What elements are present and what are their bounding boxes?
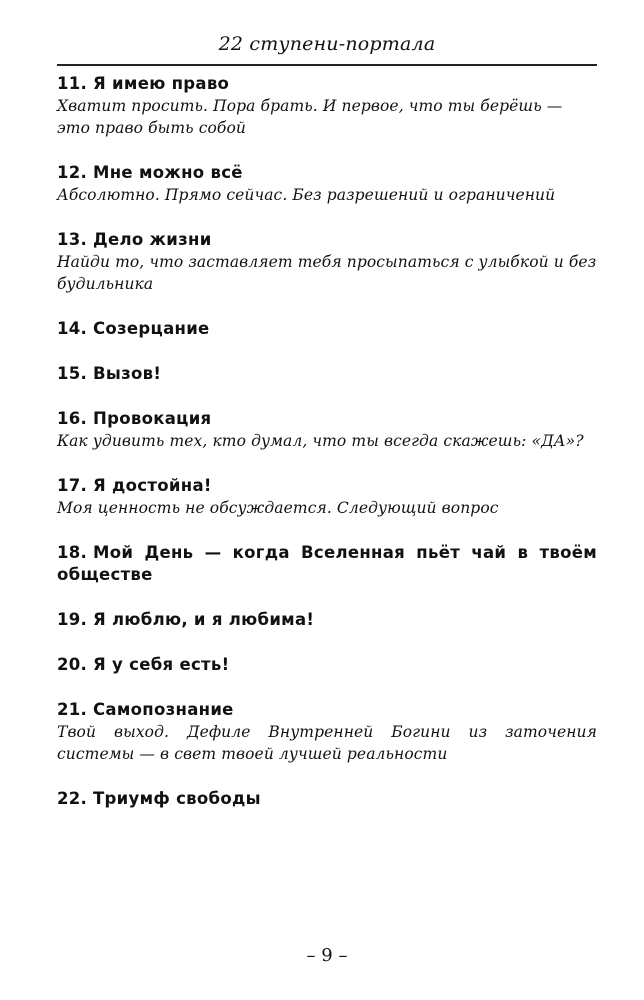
item-heading: Триумф свободы <box>93 789 261 808</box>
item-title <box>57 318 597 340</box>
list-item-11 <box>57 73 597 162</box>
item-number: 11. <box>57 74 88 93</box>
list-item-22 <box>57 788 597 833</box>
item-number: 19. <box>57 610 88 629</box>
item-title <box>57 542 597 586</box>
item-heading: Самопознание <box>93 700 234 719</box>
list-item-14 <box>57 318 597 363</box>
item-title <box>57 408 597 430</box>
list-item-21 <box>57 699 597 788</box>
item-heading: Мне можно всё <box>93 163 243 182</box>
item-title <box>57 475 597 497</box>
list-item-18 <box>57 542 597 609</box>
list-item-16 <box>57 408 597 475</box>
item-heading: Я имею право <box>93 74 230 93</box>
item-description: Как удивить тех, кто думал, что ты всегда скажешь: «ДА»? <box>57 432 584 450</box>
list-item-12 <box>57 162 597 229</box>
list-item-20 <box>57 654 597 699</box>
item-description: Твой выход. Дефиле Внутренней Богини из заточения системы — в свет твоей лучшей реальности <box>57 723 597 763</box>
item-title <box>57 654 597 676</box>
item-title <box>57 609 597 631</box>
item-title <box>57 699 597 721</box>
item-title <box>57 73 597 95</box>
item-number: 20. <box>57 655 88 674</box>
list-item-19 <box>57 609 597 654</box>
item-description: Хватит просить. Пора брать. И первое, что ты берёшь — это право быть собой <box>57 97 563 137</box>
list-item-17 <box>57 475 597 542</box>
item-title <box>57 363 597 385</box>
item-title <box>57 229 597 251</box>
item-heading: Вызов! <box>93 364 162 383</box>
item-description: Найди то, что заставляет тебя просыпаться с улыбкой и без будильника <box>57 253 597 293</box>
item-heading: Мой День — когда Вселенная пьёт чай в твоём обществе <box>57 543 597 584</box>
item-description: Абсолютно. Прямо сейчас. Без разрешений и ограничений <box>57 186 556 204</box>
item-heading: Я люблю, и я любима! <box>93 610 315 629</box>
item-number: 15. <box>57 364 88 383</box>
item-title <box>57 788 597 810</box>
item-heading: Я достойна! <box>93 476 212 495</box>
item-number: 16. <box>57 409 88 428</box>
item-number: 21. <box>57 700 88 719</box>
running-header: 22 ступени-портала <box>218 33 436 55</box>
list-item-13 <box>57 229 597 318</box>
item-heading: Созерцание <box>93 319 210 338</box>
item-number: 12. <box>57 163 88 182</box>
book-page <box>57 0 597 1000</box>
item-heading: Я у себя есть! <box>93 655 230 674</box>
item-number: 22. <box>57 789 88 808</box>
item-number: 14. <box>57 319 88 338</box>
header-rule <box>57 64 597 66</box>
item-number: 17. <box>57 476 88 495</box>
item-description: Моя ценность не обсуждается. Следующий вопрос <box>57 499 499 517</box>
item-heading: Дело жизни <box>93 230 212 249</box>
item-number: 13. <box>57 230 88 249</box>
step-list <box>57 73 597 833</box>
list-item-15 <box>57 363 597 408</box>
item-heading: Провокация <box>93 409 212 428</box>
item-title <box>57 162 597 184</box>
item-number: 18. <box>57 543 88 562</box>
page-number: – 9 – <box>306 945 348 966</box>
